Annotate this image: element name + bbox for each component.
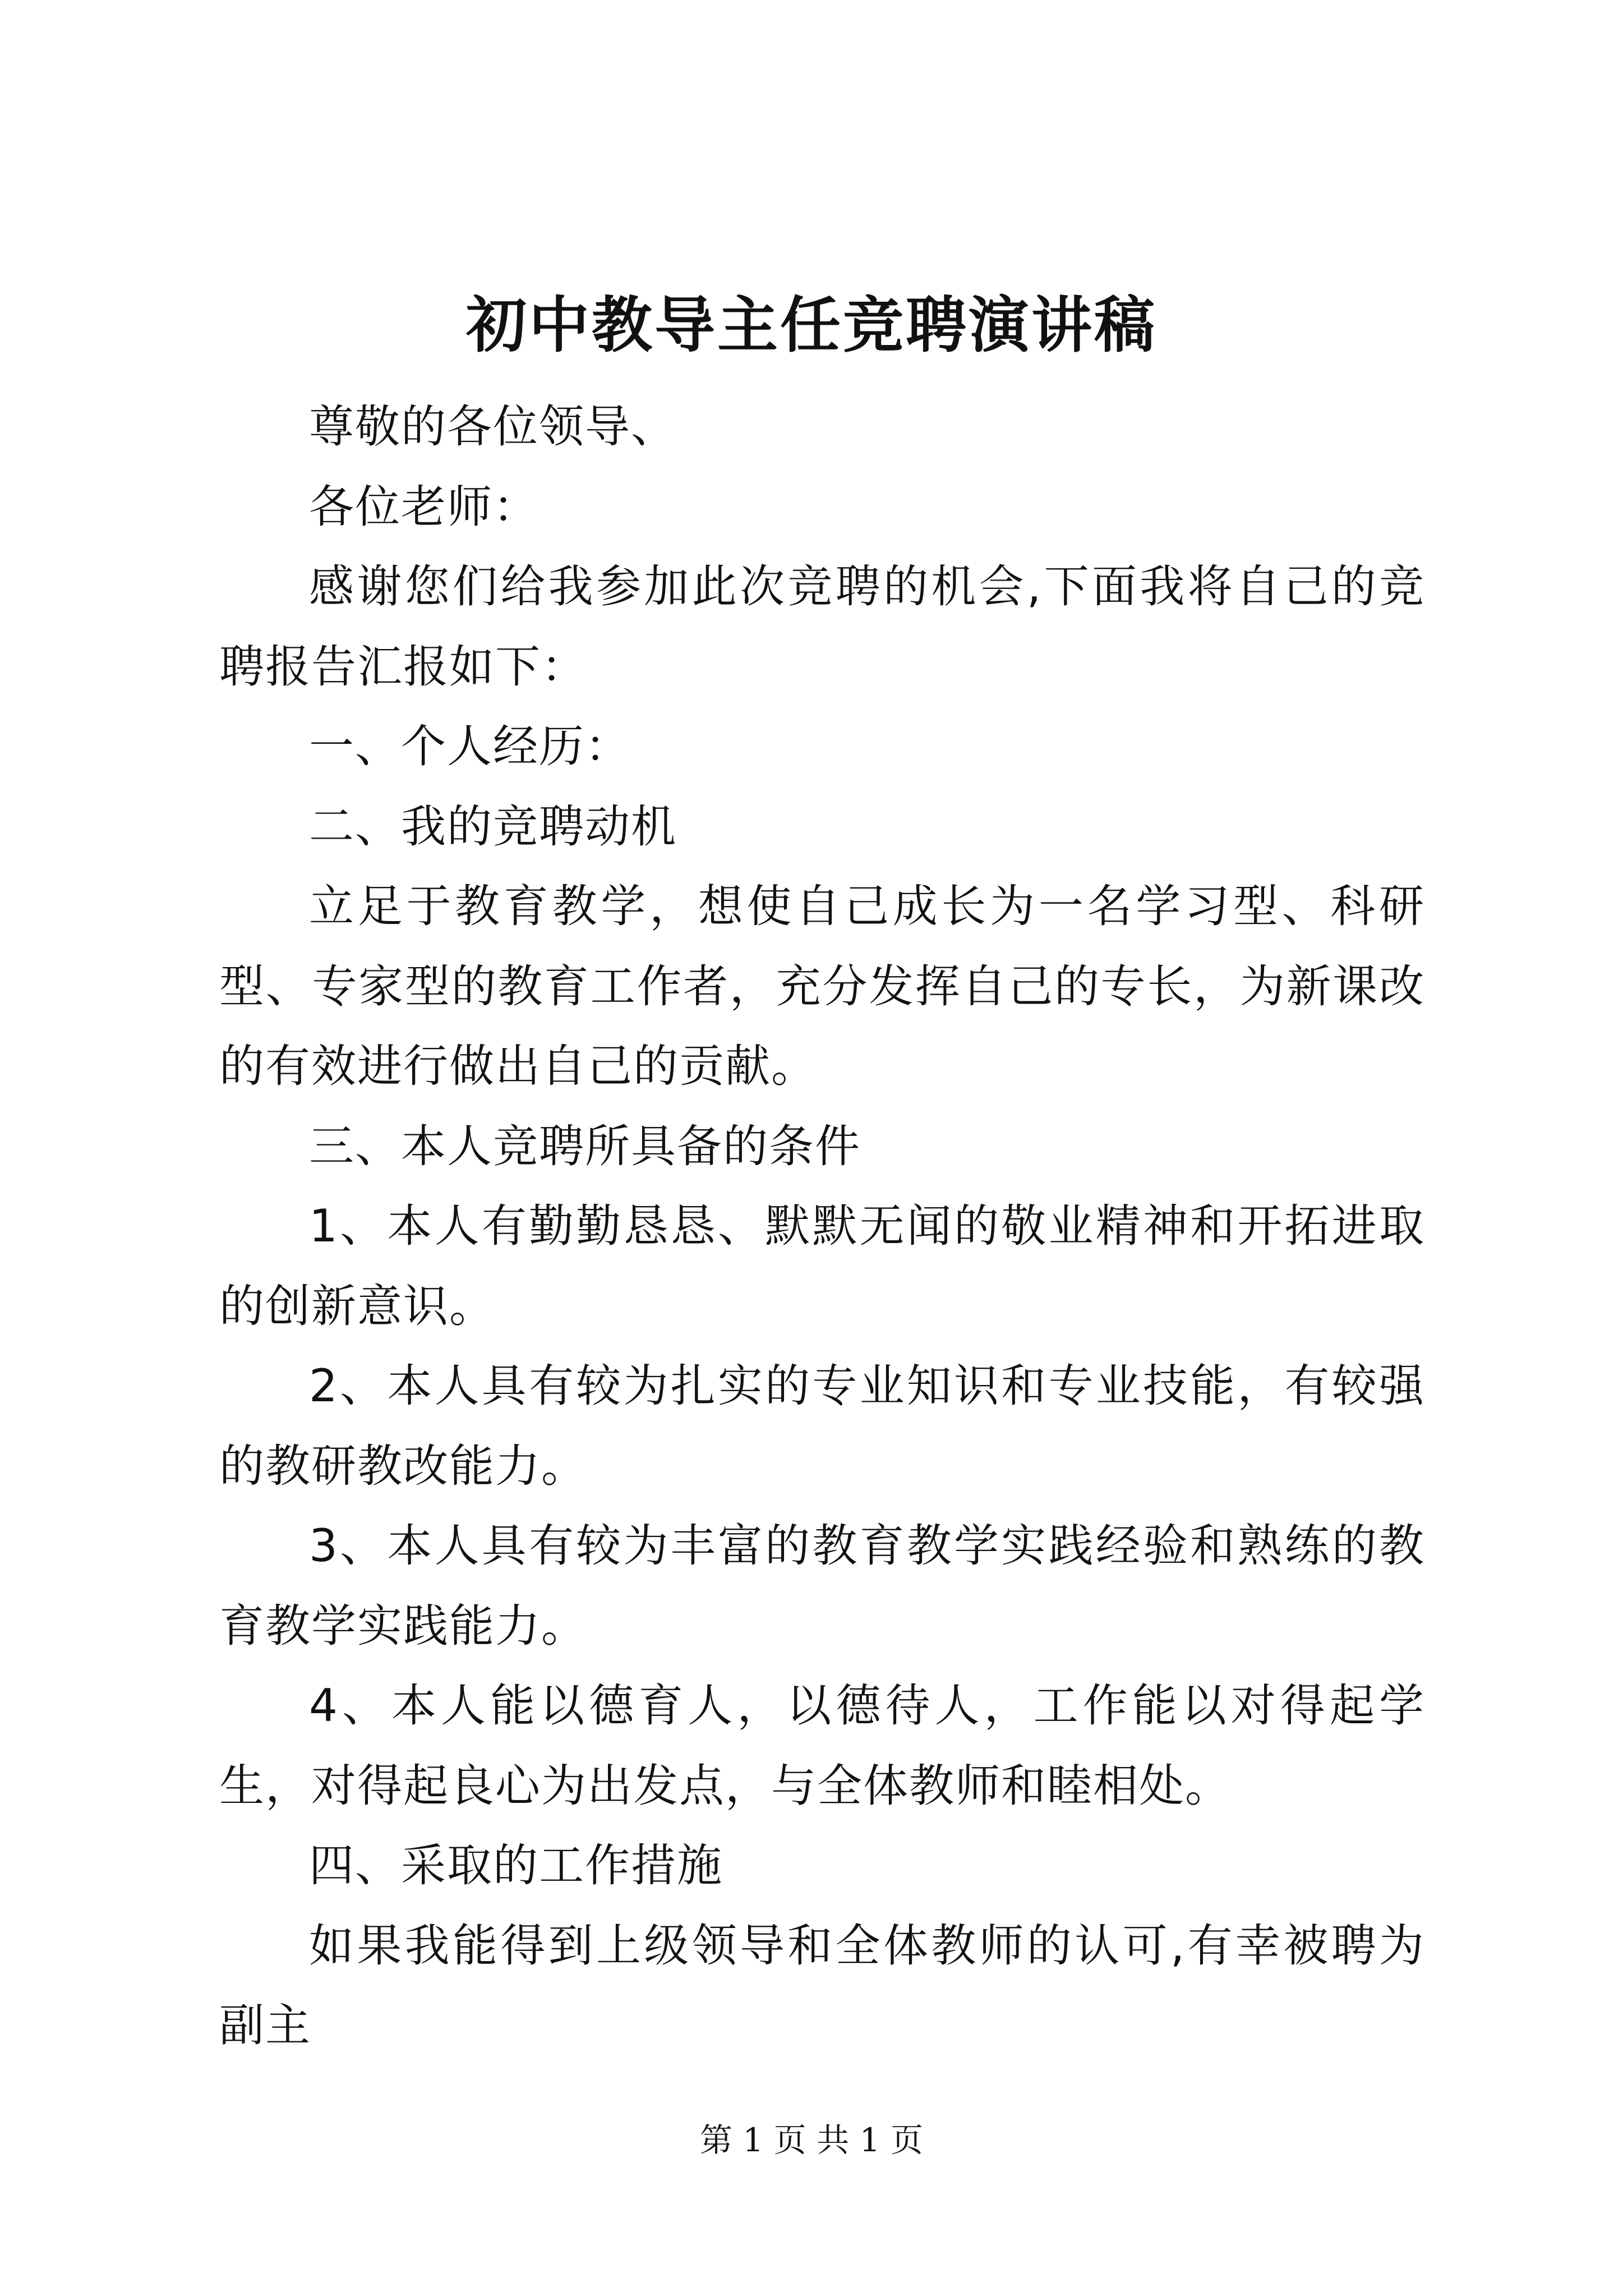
document-title: 初中教导主任竞聘演讲稿 [465, 290, 1157, 361]
section-heading-4: 四、采取的工作措施 [309, 1839, 723, 1892]
list-item-4: 4、本人能以德育人，以德待人，工作能以对得起学生，对得起良心为出发点，与全体教师和睦相处。 [219, 1680, 1425, 1812]
paragraph-intro: 感谢您们给我参加此次竞聘的机会,下面我将自己的竞聘报告汇报如下： [219, 560, 1425, 693]
list-item-2: 2、本人具有较为扎实的专业知识和专业技能，有较强的教研教改能力。 [219, 1360, 1425, 1492]
paragraph-motivation: 立足于教育教学，想使自己成长为一名学习型、科研型、专家型的教育工作者，充分发挥自己的专长，为新课改的有效进行做出自己的贡献。 [219, 880, 1425, 1092]
list-item-1: 1、本人有勤勤恳恳、默默无闻的敬业精神和开拓进取的创新意识。 [219, 1200, 1425, 1332]
page-footer: 第 1 页 共 1 页 [700, 2121, 923, 2159]
section-heading-1: 一、个人经历： [309, 720, 631, 772]
document-body [219, 387, 1425, 2066]
paragraph-salutation-1: 尊敬的各位领导、 [309, 401, 677, 453]
section-heading-2: 二、我的竞聘动机 [309, 800, 677, 853]
paragraph-salutation-2: 各位老师： [309, 480, 539, 533]
section-heading-3: 三、本人竞聘所具备的条件 [309, 1120, 861, 1172]
paragraph-measures: 如果我能得到上级领导和全体教师的认可,有幸被聘为副主 [219, 1919, 1425, 2051]
list-item-3: 3、本人具有较为丰富的教育教学实践经验和熟练的教育教学实践能力。 [219, 1520, 1425, 1652]
